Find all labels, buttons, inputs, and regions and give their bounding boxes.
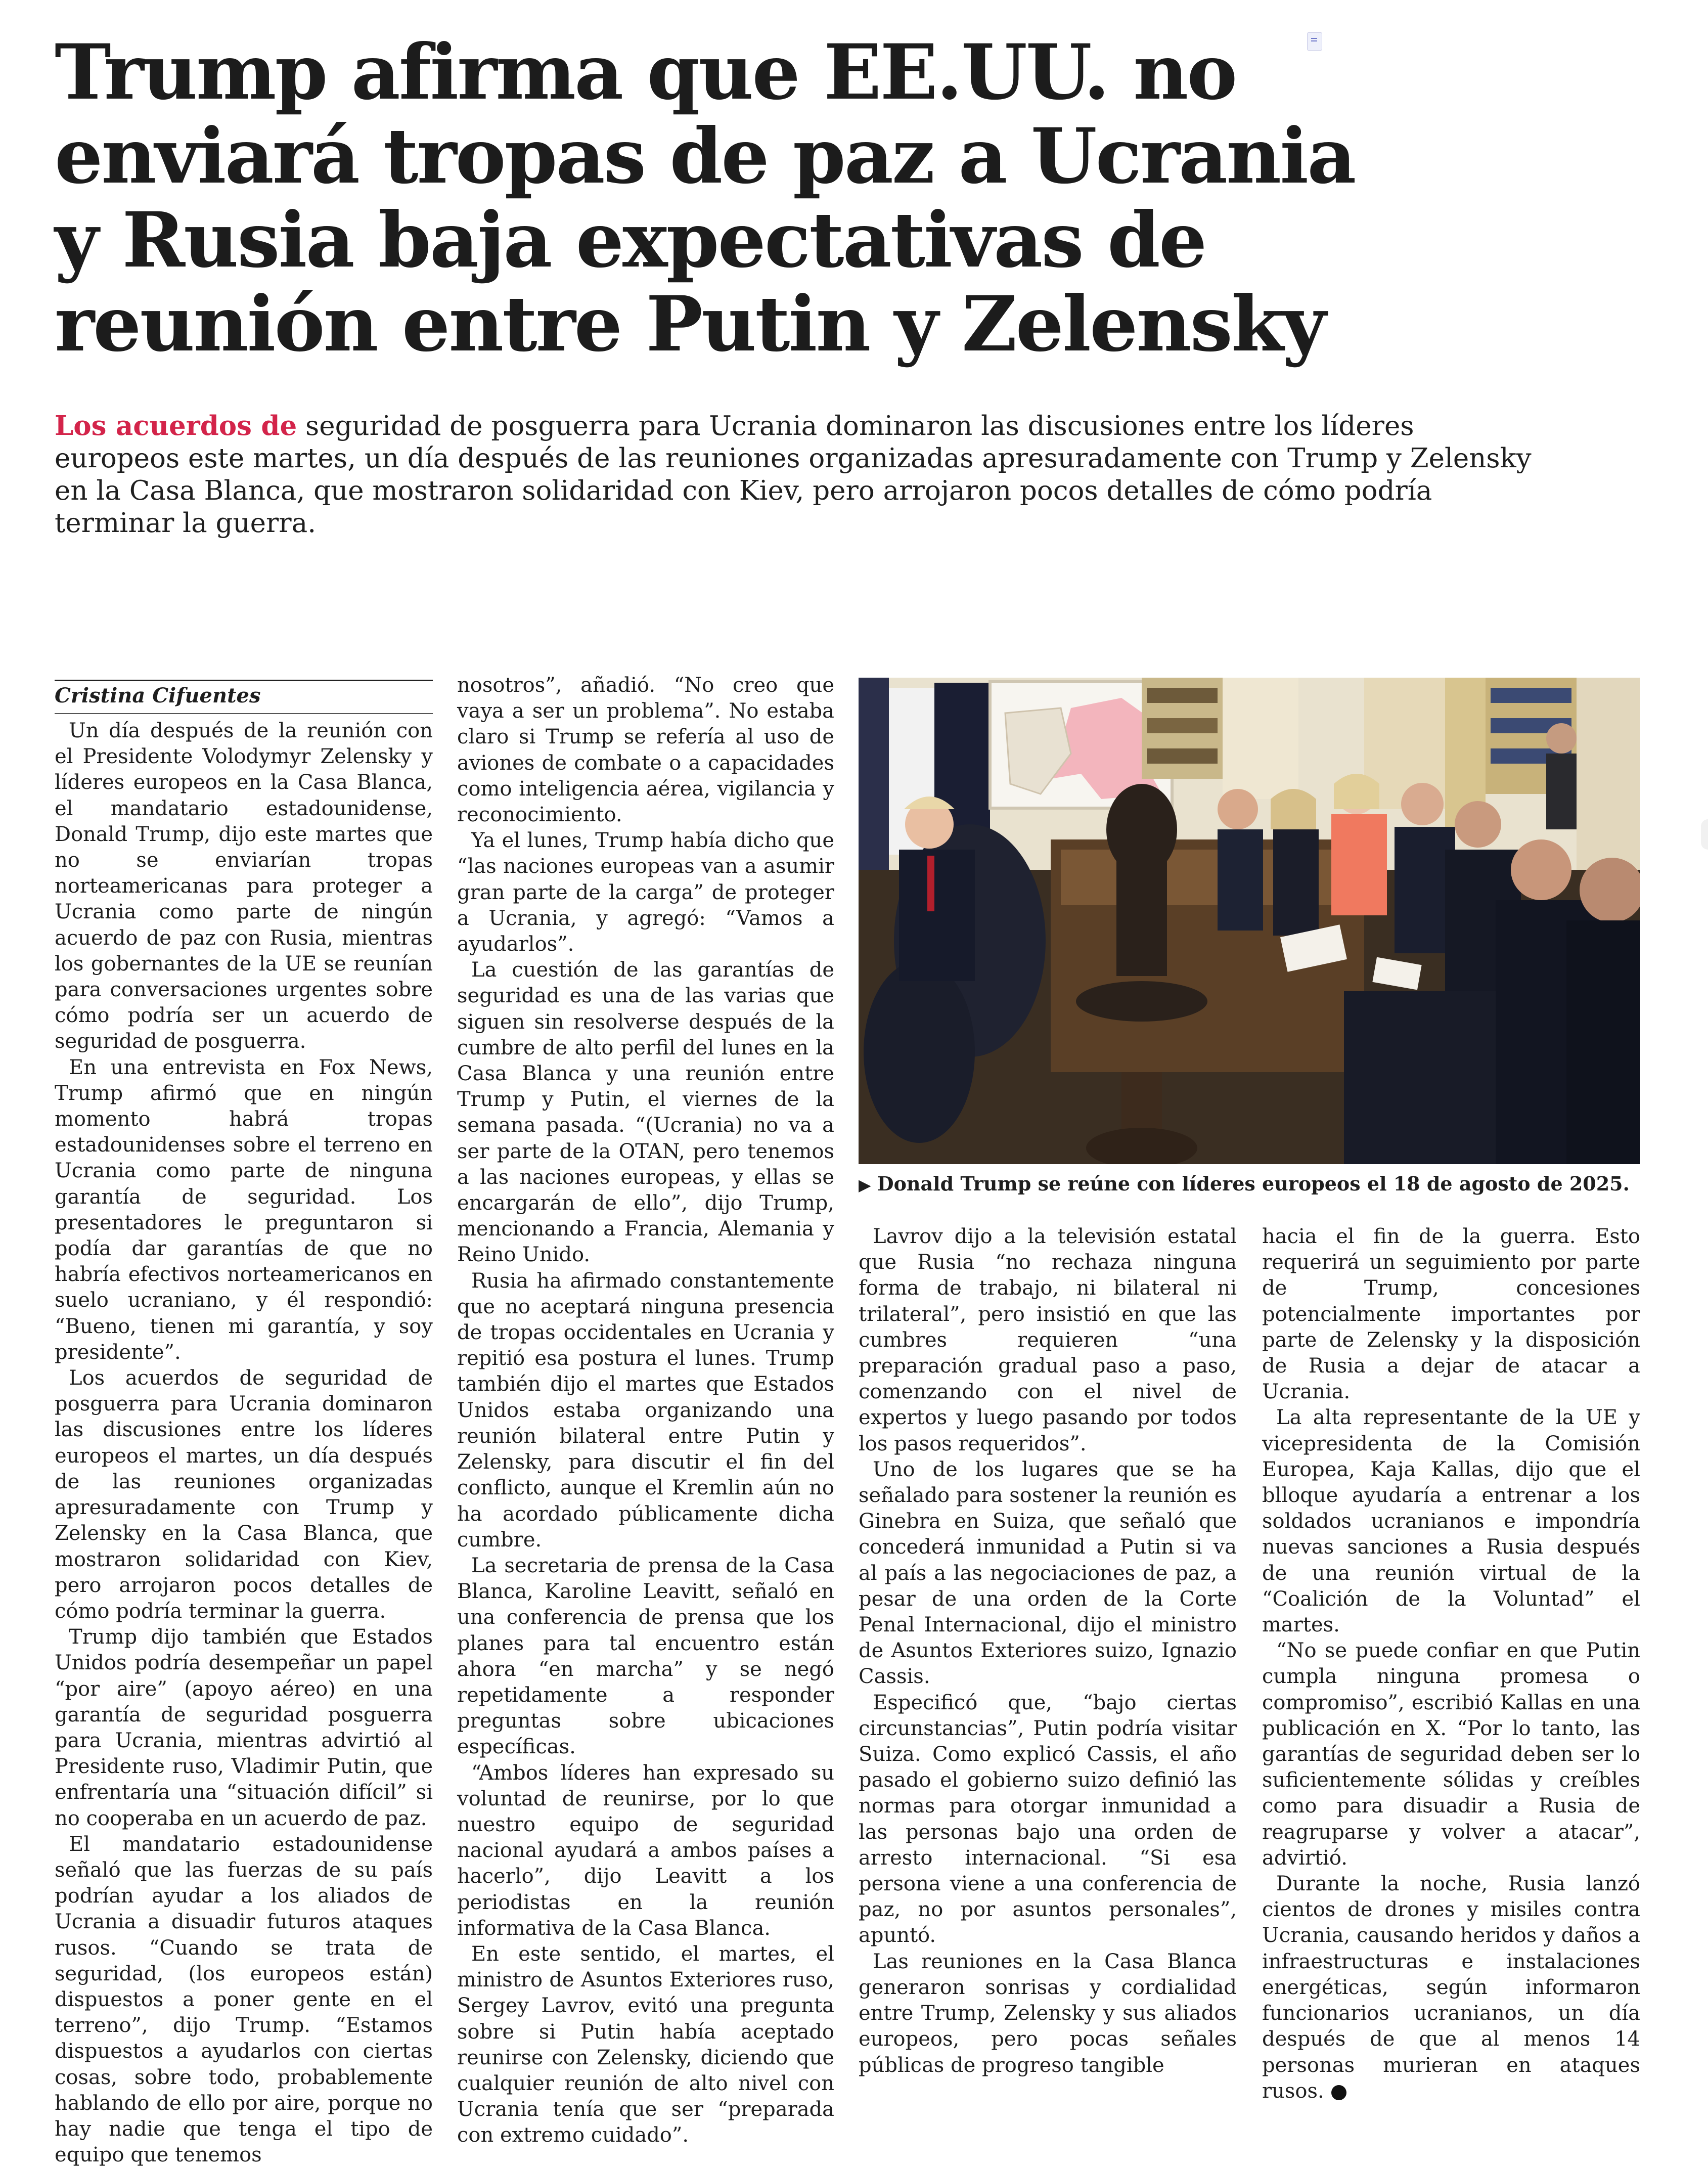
paragraph: Un día después de la reunión con el Presidente Volodymyr Zelensky y líderes europeos en la Casa Blanca, el mandatario estadounidense, Donald Trump, dijo este martes que no se enviarían tropas norteamericanas para proteger a Ucrania como parte de ningún acuerdo de paz con Rusia, mientras los gobernantes de la UE se reunían para conversaciones urgentes sobre cómo podría ser un acuerdo de seguridad de posguerra. xyxy=(55,719,433,1053)
article-column-1 xyxy=(55,718,433,2168)
paragraph: Las reuniones en la Casa Blanca generaron sonrisas y cordialidad entre Trump, Zelensky y sus aliados europeos, pero pocas señales públicas de progreso tangible xyxy=(859,1950,1237,2077)
article-photo xyxy=(859,678,1640,1164)
paragraph-text: Durante la noche, Rusia lanzó cientos de drones y misiles contra Ucrania, causando heridos y daños a infraestructuras e instalaciones energéticas, según informaron funcionarios ucranianos, un día después de que al menos 14 personas murieran en ataques rusos. xyxy=(1262,1872,1640,2103)
article-headline: Trump afirma que EE.UU. no enviará tropas de paz a Ucrania y Rusia baja expectativas de reunión entre Putin y Zelensky xyxy=(55,28,1355,369)
photo-caption xyxy=(859,1171,1640,1198)
paragraph: Lavrov dijo a la televisión estatal que Rusia “no rechaza ninguna forma de trabajo, ni bilateral ni trilateral”, pero insistió en que las cumbres requieren “una preparación gradual paso a paso, comenzando con el nivel de expertos y luego pasando por todos los pasos requeridos”. xyxy=(859,1225,1237,1455)
paragraph: El mandatario estadounidense señaló que las fuerzas de su país podrían ayudar a los aliados de Ucrania a disuadir futuros ataques rusos. “Cuando se trata de seguridad, (los europeos están) dispuestos a poner gente en el terreno”, dijo Trump. “Estamos dispuestos a ayudarlos con ciertas cosas, sobre todo, probablemente hablando de ello por aire, porque no hay nadie que tenga el tipo de equipo que tenemos xyxy=(55,1832,433,2167)
paragraph: Uno de los lugares que se ha señalado para sostener la reunión es Ginebra en Suiza, que señaló que concederá inmunidad a Putin si va al país a las negociaciones de paz, a pesar de una orden de la Corte Penal Internacional, dijo el ministro de Asuntos Exteriores suizo, Ignazio Cassis. xyxy=(859,1457,1237,1689)
article-column-3 xyxy=(859,1224,1237,2078)
side-panel-handle[interactable] xyxy=(1701,819,1708,850)
paragraph: La secretaria de prensa de la Casa Blanca, Karoline Leavitt, señaló en una conferencia de prensa que los planes para tal encuentro están ahora “en marcha” y se negó repetidamente a responder preguntas sobre ubicaciones específicas. xyxy=(457,1554,834,1759)
paragraph: Rusia ha afirmado constantemente que no aceptará ninguna presencia de tropas occidentales en Ucrania y repitió esa postura el lunes. Trump también dijo el martes que Estados Unidos estaba organizando una reunión bilateral entre Putin y Zelensky, para discutir el fin del conflicto, aunque el Kremlin aún no ha acordado públicamente dicha cumbre. xyxy=(457,1269,834,1552)
paragraph: nosotros”, añadió. “No creo que vaya a ser un problema”. No estaba claro si Trump se refería al uso de aviones de combate o a capacidades como inteligencia aérea, vigilancia y reconocimiento. xyxy=(457,674,834,827)
paragraph: La alta representante de la UE y vicepresidenta de la Comisión Europea, Kaja Kallas, dijo que el blloque ayudaría a entrenar a los soldados ucranianos e impondría nuevas sanciones a Rusia después de una reunión virtual de la “Coalición de la Voluntad” el martes. xyxy=(1262,1406,1640,1637)
paragraph: Ya el lunes, Trump había dicho que “las naciones europeas van a asumir gran parte de la carga” de proteger a Ucrania, y agregó: “Vamos a ayudarlos”. xyxy=(457,829,834,956)
paragraph: hacia el fin de la guerra. Esto requerirá un seguimiento por parte de Trump, concesiones potencialmente importantes por parte de Zelensky y la disposición de Rusia a dejar de atacar a Ucrania. xyxy=(1262,1225,1640,1404)
paragraph xyxy=(1262,1871,1640,2104)
byline-rule-top xyxy=(55,680,433,681)
paragraph: En este sentido, el martes, el ministro de Asuntos Exteriores ruso, Sergey Lavrov, evitó una pregunta sobre si Putin había aceptado reunirse con Zelensky, diciendo que cualquier reunión de alto nivel con Ucrania tenía que ser “preparada con extremo cuidado”. xyxy=(457,1942,834,2147)
article-column-4 xyxy=(1262,1224,1640,2104)
deck-lead: Los acuerdos de xyxy=(55,410,297,441)
paragraph: “Ambos líderes han expresado su voluntad de reunirse, por lo que nuestro equipo de seguridad nacional ayudará a ambos países a hacerlo”, dijo Leavitt a los periodistas en la reunión informativa de la Casa Blanca. xyxy=(457,1761,834,1940)
deck-text: seguridad de posguerra para Ucrania dominaron las discusiones entre los líderes europeos este martes, un día después de las reuniones organizadas apresuradamente con Trump y Zelensky en la Casa Blanca, que mostraron solidaridad con Kiev, pero arrojaron pocos detalles de cómo podría terminar la guerra. xyxy=(55,411,1532,539)
byline: Cristina Cifuentes xyxy=(55,684,261,707)
article-column-2 xyxy=(457,673,834,2149)
paragraph: La cuestión de las garantías de seguridad es una de las varias que siguen sin resolverse después de la cumbre de alto perfil del lunes en la Casa Blanca y una reunión entre Trump y Putin, el viernes de la semana pasada. “(Ucrania) no va a ser parte de la OTAN, pero tenemos a las naciones europeas, y ellas se encargarán de ello”, dijo Trump, mencionando a Francia, Alemania y Reino Unido. xyxy=(457,958,834,1267)
caption-arrow-icon: ▶ xyxy=(859,1175,871,1194)
paragraph: Los acuerdos de seguridad de posguerra para Ucrania dominaron las discusiones entre los líderes europeos el martes, un día después de las reuniones organizadas apresuradamente con Trump y Zelensky en la Casa Blanca, que mostraron solidaridad con Kiev, pero arrojaron pocos detalles de cómo podría terminar la guerra. xyxy=(55,1366,433,1623)
paragraph: Especificó que, “bajo ciertas circunstancias”, Putin podría visitar Suiza. Como explicó Cassis, el año pasado el gobierno suizo definió las normas para otorgar inmunidad a las personas bajo una orden de arresto internacional. “Si esa persona viene a una conferencia de paz, no por asuntos personales”, apuntó. xyxy=(859,1691,1237,1948)
paragraph: “No se puede confiar en que Putin cumpla ninguna promesa o compromiso”, escribió Kallas en una publicación en X. “Por lo tanto, las garantías de seguridad deben ser lo suficientemente sólidas y creíbles como para disuadir a Rusia de reagruparse y volver a atacar”, advirtió. xyxy=(1262,1639,1640,1870)
article-deck xyxy=(55,410,1541,540)
paragraph: En una entrevista en Fox News, Trump afirmó que en ningún momento habrá tropas estadounidenses sobre el terreno en Ucrania como parte de ninguna garantía de seguridad. Los presentadores le preguntaron si podía dar garantías de que no habría efectivos norteamericanos en suelo ucraniano, y él respondió: “Bueno, tienen mi garantía, y soy presidente”. xyxy=(55,1055,433,1364)
end-of-article-marker-icon xyxy=(1331,2085,1346,2100)
byline-rule-bottom xyxy=(55,713,433,714)
caption-text: Donald Trump se reúne con líderes europeos el 18 de agosto de 2025. xyxy=(877,1172,1630,1195)
paragraph: Trump dijo también que Estados Unidos podría desempeñar un papel “por aire” (apoyo aéreo) en una garantía de seguridad posguerra para Ucrania, mientras advirtió al Presidente ruso, Vladimir Putin, que enfrentaría una “situación difícil” si no cooperaba en un acuerdo de paz. xyxy=(55,1625,433,1830)
